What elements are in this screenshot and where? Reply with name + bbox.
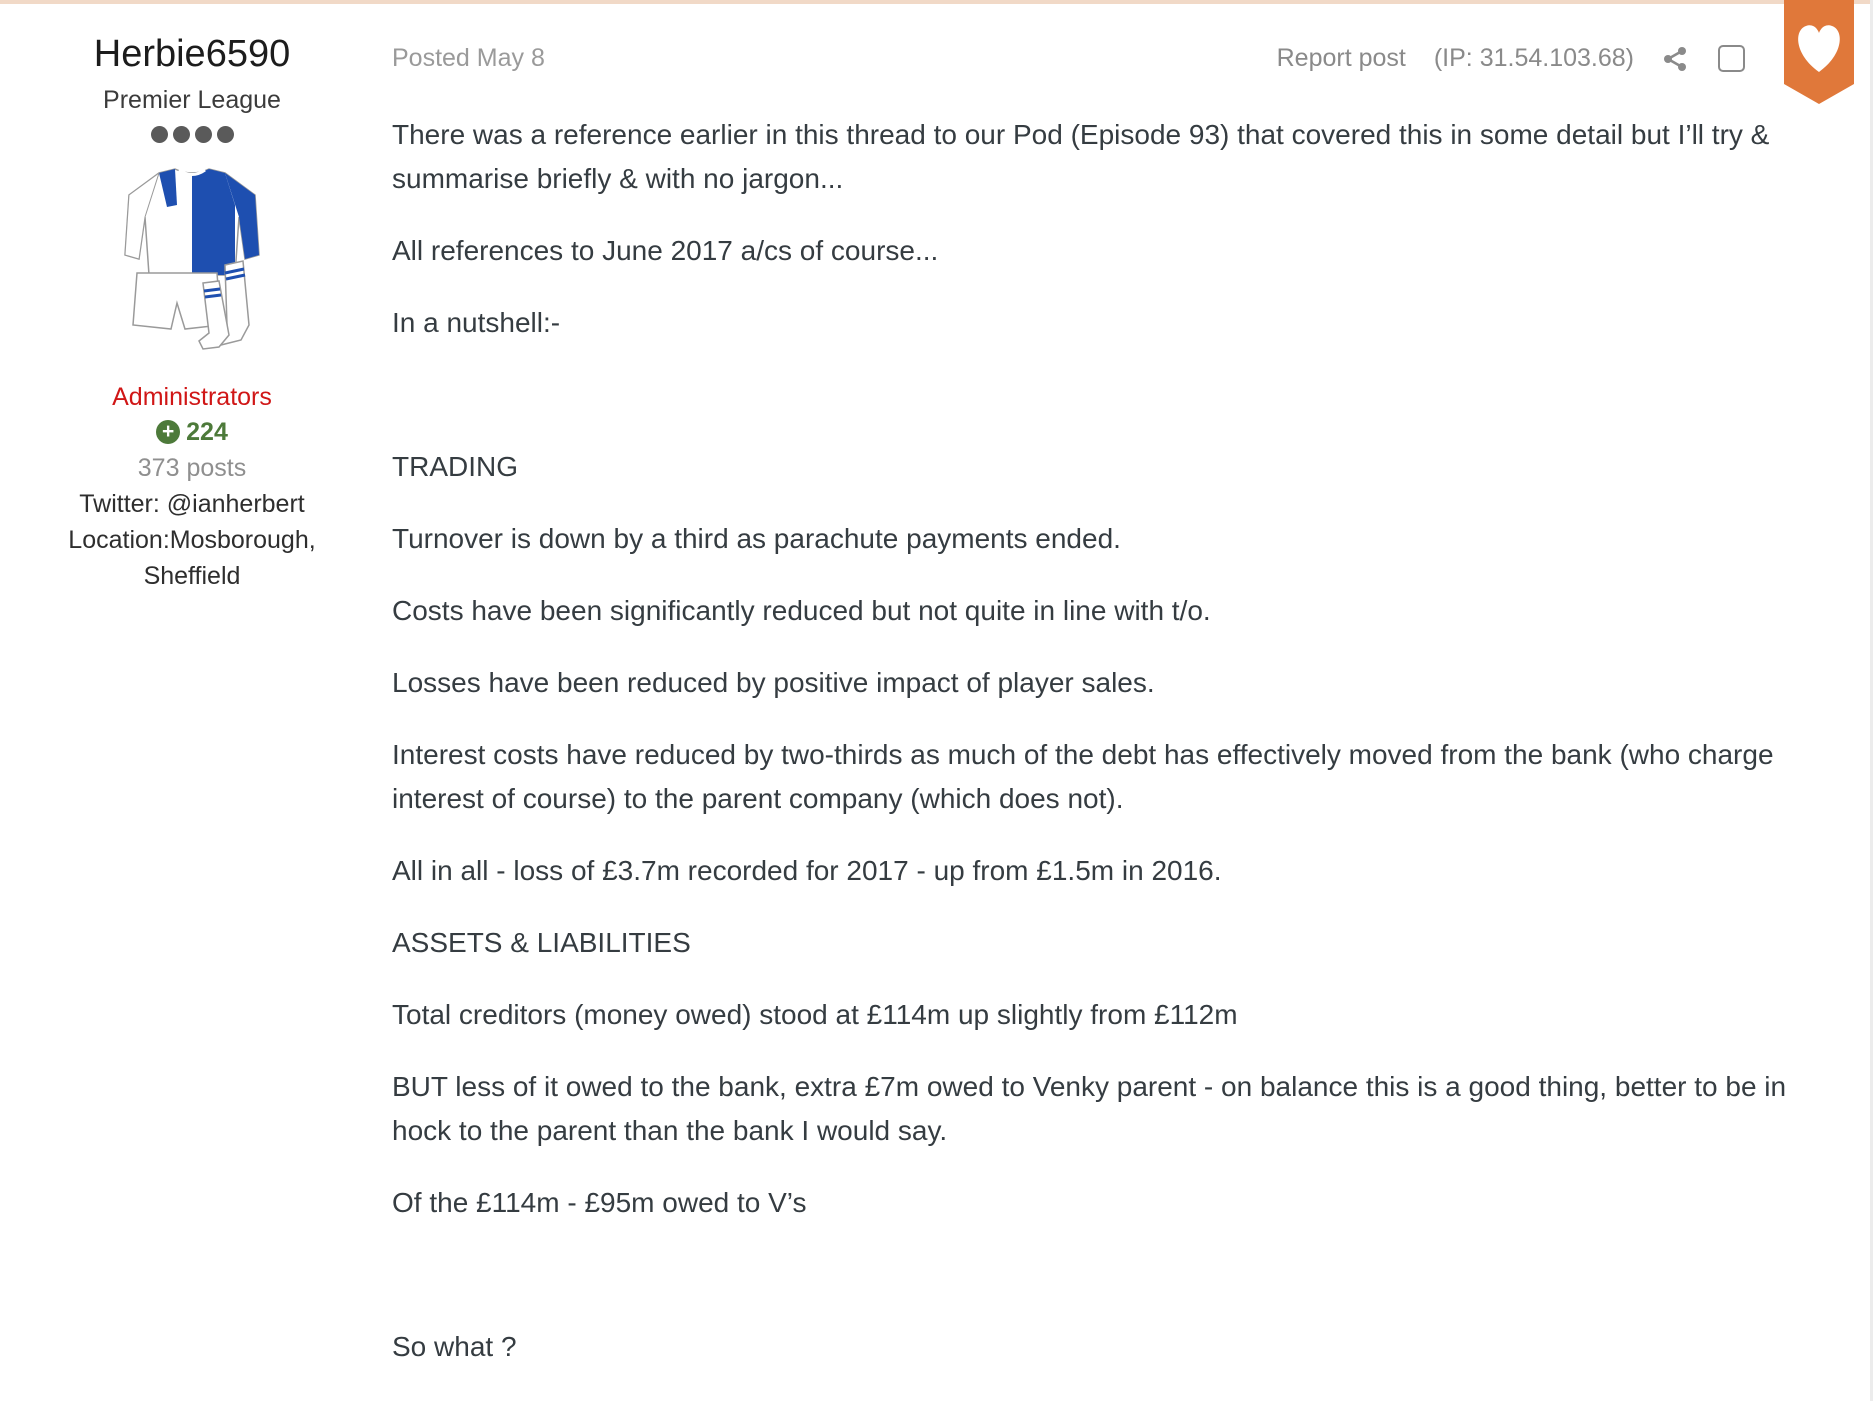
reputation-badge[interactable] <box>42 414 342 450</box>
author-panel <box>42 30 342 594</box>
author-name[interactable]: Herbie6590 <box>93 33 291 75</box>
post-content <box>392 113 1852 1397</box>
post-paragraph: BUT less of it owed to the bank, extra £7m owed to Venky parent - on balance this is a good thing, better to be in hock to the parent than the bank I would say. <box>392 1071 1787 1146</box>
post-paragraph: Losses have been reduced by positive impact of player sales. <box>392 667 1155 698</box>
post-paragraph: There was a reference earlier in this thread to our Pod (Episode 93) that covered this in some detail but I’ll try & summarise briefly & with no jargon... <box>392 119 1770 194</box>
location-line-2: Sheffield <box>143 562 241 590</box>
post-paragraph: All references to June 2017 a/cs of course... <box>392 235 939 266</box>
shirt-shape <box>125 169 259 275</box>
post-paragraph: So what ? <box>392 1331 517 1362</box>
top-border <box>0 0 1873 4</box>
post-paragraph: Of the £114m - £95m owed to V’s <box>392 1187 807 1218</box>
post-paragraph-empty <box>392 373 1852 417</box>
post-paragraph: Total creditors (money owed) stood at £114m up slightly from £112m <box>392 999 1238 1030</box>
plus-circle-icon: + <box>156 420 180 444</box>
reputation-count: 224 <box>186 418 228 446</box>
post-paragraph: Costs have been significantly reduced but not quite in line with t/o. <box>392 595 1211 626</box>
rank-pip <box>195 126 212 143</box>
post-heading: ASSETS & LIABILITIES <box>392 927 691 958</box>
post-paragraph-empty <box>392 1253 1852 1297</box>
location-line-1: Location:Mosborough, <box>68 526 316 554</box>
location-field <box>42 522 342 594</box>
post-heading: TRADING <box>392 451 518 482</box>
share-icon[interactable] <box>1662 46 1688 72</box>
ip-address[interactable]: (IP: 31.54.103.68) <box>1433 44 1634 72</box>
post-paragraph: Turnover is down by a third as parachute payments ended. <box>392 523 1121 554</box>
report-post-link[interactable]: Report post <box>1276 44 1406 72</box>
post-date[interactable]: Posted May 8 <box>392 44 545 72</box>
twitter-field: Twitter: @ianherbert <box>79 490 305 518</box>
rank-pip <box>151 126 168 143</box>
rank-pips <box>42 126 342 143</box>
author-rank: Premier League <box>103 86 281 114</box>
post-paragraph: All in all - loss of £3.7m recorded for 2017 - up from £1.5m in 2016. <box>392 855 1222 886</box>
rank-pip <box>217 126 234 143</box>
heart-icon[interactable] <box>1784 0 1854 104</box>
post-count: 373 posts <box>137 454 247 482</box>
checkbox-icon[interactable] <box>1718 45 1745 72</box>
football-kit-icon[interactable] <box>117 165 267 350</box>
author-group: Administrators <box>112 383 272 411</box>
post-controls <box>1277 44 1745 73</box>
post-paragraph: In a nutshell:- <box>392 307 561 338</box>
post-paragraph: Interest costs have reduced by two-thirds as much of the debt has effectively moved from the bank (who charge interest of course) to the parent company (which does not). <box>392 739 1774 814</box>
rank-pip <box>173 126 190 143</box>
